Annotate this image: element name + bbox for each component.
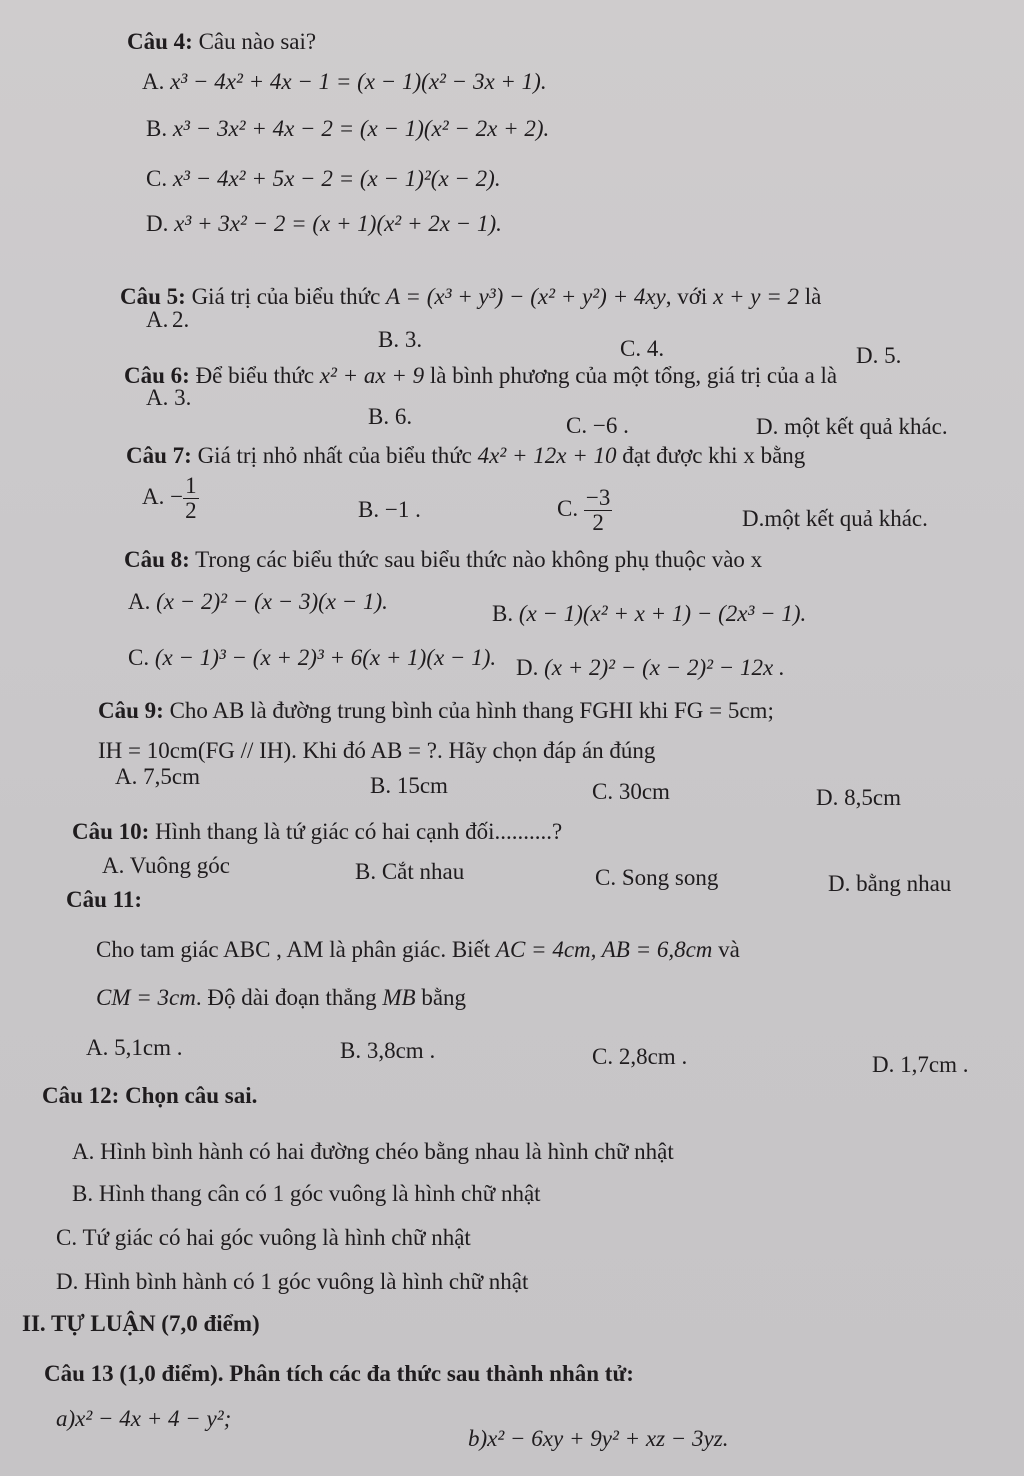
- question-title: Câu 4:: [127, 29, 193, 54]
- q4-option-c: C. x³ − 4x² + 5x − 2 = (x − 1)²(x − 2).: [146, 166, 501, 191]
- question-title: Câu 7:: [126, 443, 192, 468]
- q10-option-b: B. Cắt nhau: [355, 859, 465, 884]
- q9-option-c: C. 30cm: [592, 779, 670, 804]
- question-11-line-1: Cho tam giác ABC , AM là phân giác. Biết AC = 4cm, AB = 6,8cm và: [96, 937, 740, 962]
- fraction: $\frac{1}{2}$: [185, 473, 197, 524]
- q4-option-a: A. x³ − 4x² + 4x − 1 = (x − 1)(x² − 3x + 1).: [142, 69, 547, 94]
- question-10: Câu 10: Hình thang là tứ giác có hai cạnh đối..........?: [72, 819, 563, 844]
- question-4: [127, 28, 316, 56]
- q5-option-d: D. 5.: [856, 343, 902, 368]
- q6-option-a: A. 3.: [146, 385, 192, 410]
- q10-option-a: A. Vuông góc: [102, 853, 230, 878]
- question-8: Câu 8: Trong các biểu thức sau biểu thức nào không phụ thuộc vào x: [124, 547, 763, 572]
- question-11-line-2: CM = 3cm. Độ dài đoạn thẳng MB bằng: [96, 985, 467, 1010]
- q9-option-a: A. 7,5cm: [115, 764, 200, 789]
- q7-option-d: D.một kết quả khác.: [742, 506, 928, 531]
- question-6: Câu 6: Để biểu thức x² + ax + 9 là bình phương của một tổng, giá trị của a là: [124, 363, 838, 388]
- q6-option-d: D. một kết quả khác.: [756, 414, 948, 439]
- question-text: Câu nào sai?: [198, 29, 317, 54]
- question-title: Câu 8:: [124, 547, 190, 572]
- q5-option-a: A.: [146, 307, 169, 332]
- q8-option-a: A. (x − 2)² − (x − 3)(x − 1).: [128, 589, 388, 614]
- question-7: Câu 7: Giá trị nhỏ nhất của biểu thức 4x² + 12x + 10 đạt được khi x bằng: [126, 443, 806, 468]
- q7-option-c: C. $\frac{-3}{2}$: [557, 485, 611, 536]
- exam-page: Câu 4: Câu nào sai? A. x³ − 4x² + 4x − 1 = (x − 1)(x² − 3x + 1). B. x³ − 3x² + 4x − 2 = (x − 1)(x² − 2x + 2). C. x³ − 4x² + 5x − 2 = (x − 1)²(x − 2). D. x³ + 3x² − 2 = (x + 1)(x² + 2x − 1). Câu 5: Giá trị của biểu thức A = (x³ + y³) − (x² + y²) + 4xy, với x + y = 2 là A. 2. B. 3. C. 4. D. 5. Câu 6: Để biểu thức x² + ax + 9 là bình phương của một tổng, giá trị của a là A. 3. B. 6. C. −6 . D. một kết quả khác. Câu 7: Giá trị nhỏ nhất của biểu thức 4x² + 12x + 10 đạt được khi x bằng A. − $\frac{1}{2}$ B. −1 . C. $\frac{-3}{2}$ D.một kết quả khác. Câu 8: Trong các biểu thức sau biểu thức nào không phụ thuộc vào x A. (x − 2)² − (x − 3)(x − 1). B. (x − 1)(x² + x + 1) − (2x³ − 1). C. (x − 1)³ − (x + 2)³ + 6(x + 1)(x − 1). D. (x + 2)² − (x − 2)² − 12x . Câu 9: Cho AB là đường trung bình của hình thang FGHI khi FG = 5cm; IH = 10cm(FG // IH). Khi đó AB = ?. Hãy chọn đáp án đúng A. 7,5cm B. 15cm C. 30cm D. 8,5cm Câu 10: Hình thang là tứ giác có hai cạnh đối..........? A. Vuông góc B. Cắt nhau C. Song song D. bằng nhau Câu 11: Cho tam giác ABC , AM là phân giác. Biết AC = 4cm, AB = 6,8cm và CM = 3cm. Độ dài đoạn thẳng MB bằng A. 5,1cm . B. 3,8cm . C. 2,8cm . D. 1,7cm . Câu 12: Chọn câu sai. A. Hình bình hành có hai đường chéo bằng nhau là hình chữ nhật B. Hình thang cân có 1 góc vuông là hình chữ nhật C. Tứ giác có hai góc vuông là hình chữ nhật D. Hình bình hành có 1 góc vuông là hình chữ nhật II. TỰ LUẬN (7,0 điểm) Câu 13 (1,0 điểm). Phân tích các đa thức sau thành nhân tử: a)x² − 4x + 4 − y²; b)x² − 6xy + 9y² + xz − 3yz.: [22, 29, 969, 1451]
- q7-option-a: A. − $\frac{1}{2}$: [142, 473, 197, 524]
- q7-option-b: B. −1 .: [358, 497, 421, 522]
- question-9-line-2: IH = 10cm(FG // IH). Khi đó AB = ?. Hãy chọn đáp án đúng: [98, 738, 656, 763]
- q8-option-c: C. (x − 1)³ − (x + 2)³ + 6(x + 1)(x − 1).: [128, 645, 497, 670]
- question-12: Câu 12: Chọn câu sai.: [42, 1083, 258, 1108]
- question-title: Câu 5:: [120, 284, 186, 309]
- q9-option-d: D. 8,5cm: [816, 785, 901, 810]
- q4-option-d: D. x³ + 3x² − 2 = (x + 1)(x² + 2x − 1).: [146, 211, 502, 236]
- question-title: Câu 9:: [98, 698, 164, 723]
- q12-option-a: A. Hình bình hành có hai đường chéo bằng nhau là hình chữ nhật: [72, 1139, 674, 1164]
- q11-option-d: D. 1,7cm .: [872, 1052, 969, 1077]
- q11-option-c: C. 2,8cm .: [592, 1044, 688, 1069]
- q5-option-b: B. 3.: [378, 327, 423, 352]
- q8-option-b: B. (x − 1)(x² + x + 1) − (2x³ − 1).: [492, 601, 807, 626]
- question-title: Câu 6:: [124, 363, 190, 388]
- fraction: $\frac{-3}{2}$: [585, 485, 611, 536]
- q10-option-c: C. Song song: [595, 865, 719, 890]
- q13-part-a: a)x² − 4x + 4 − y²;: [56, 1406, 232, 1431]
- q12-option-c: C. Tứ giác có hai góc vuông là hình chữ nhật: [56, 1225, 471, 1250]
- math-expression: A = (x³ + y³) − (x² + y²) + 4xy: [386, 284, 666, 309]
- section-title: II. TỰ LUẬN (7,0 điểm): [22, 1311, 260, 1336]
- math-expression: 4x² + 12x + 10: [477, 443, 617, 468]
- q4-option-b: B. x³ − 3x² + 4x − 2 = (x − 1)(x² − 2x + 2).: [146, 116, 550, 141]
- q8-option-d: D. (x + 2)² − (x − 2)² − 12x .: [516, 655, 785, 680]
- q12-option-d: D. Hình bình hành có 1 góc vuông là hình chữ nhật: [56, 1269, 529, 1294]
- question-title: Câu 13 (1,0 điểm).: [44, 1361, 224, 1386]
- q10-option-d: D. bằng nhau: [828, 871, 952, 896]
- q6-option-b: B. 6.: [368, 404, 413, 429]
- question-title: Câu 12:: [42, 1083, 120, 1108]
- q12-option-b: B. Hình thang cân có 1 góc vuông là hình chữ nhật: [72, 1181, 541, 1206]
- q11-option-b: B. 3,8cm .: [340, 1038, 436, 1063]
- question-9: Câu 9: Cho AB là đường trung bình của hình thang FGHI khi FG = 5cm;: [98, 698, 774, 723]
- math-expression: x² + ax + 9: [319, 363, 425, 388]
- q13-part-b: b)x² − 6xy + 9y² + xz − 3yz.: [468, 1426, 729, 1451]
- question-title: Câu 10:: [72, 819, 150, 844]
- question-13: Câu 13 (1,0 điểm). Phân tích các đa thức sau thành nhân tử:: [44, 1361, 634, 1386]
- q5-option-c: C. 4.: [620, 336, 665, 361]
- q9-option-b: B. 15cm: [370, 773, 448, 798]
- q6-option-c: C. −6 .: [566, 413, 629, 438]
- q11-option-a: A. 5,1cm .: [86, 1035, 183, 1060]
- question-5: Câu 5: Giá trị của biểu thức A = (x³ + y³) − (x² + y²) + 4xy, với x + y = 2 là: [120, 284, 822, 309]
- question-11-title: Câu 11:: [66, 887, 143, 912]
